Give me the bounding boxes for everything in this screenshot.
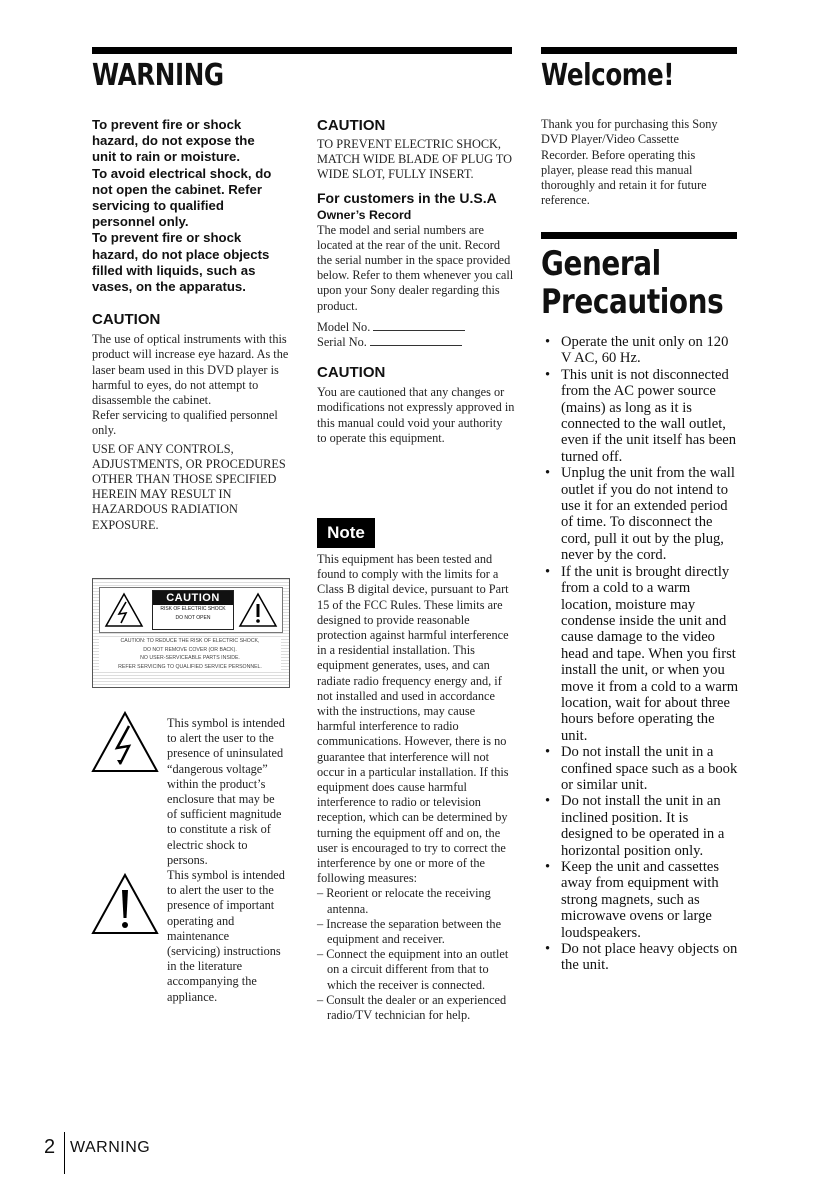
middle-caution-heading: CAUTION bbox=[317, 117, 386, 134]
label-text-block bbox=[99, 637, 281, 671]
measure-item: – Consult the dealer or an experienced radio/TV technician for help. bbox=[317, 992, 507, 1023]
label-text-line: REFER SERVICING TO QUALIFIED SERVICE PERSONNEL. bbox=[118, 663, 262, 670]
warning-block bbox=[92, 117, 292, 295]
precaution-item: • Unplug the unit from the wall outlet if you do not intend to use it for an extended period of time. To disconnect the cord, pull it out by the plug, never by the cord. bbox=[541, 465, 739, 563]
top-rule-right bbox=[541, 47, 737, 54]
precaution-item: • Operate the unit only on 120 V AC, 60 Hz. bbox=[541, 334, 739, 367]
label-caution-sub: RISK OF ELECTRIC SHOCK bbox=[160, 606, 226, 612]
middle-caution2-heading: CAUTION bbox=[317, 364, 386, 382]
precaution-item: • This unit is not disconnected from the AC power source (mains) as long as it is connected to the wall outlet, even if the unit itself has been turned off. bbox=[541, 367, 739, 465]
label-caution-sub: DO NOT OPEN bbox=[175, 615, 211, 621]
label-text-line: CAUTION: TO REDUCE THE RISK OF ELECTRIC SHOCK, bbox=[120, 638, 260, 644]
symbol2-text: This symbol is intended to alert the user to the presence of important operating and maintenance (servicing) instructions in the literature accompanying the appliance. bbox=[167, 868, 285, 1004]
precaution-item: • If the unit is brought directly from a cold to a warm location, moisture may condense inside the unit and cause damage to the video head and tape. When you first install the unit, or when you move it from a cold to a warm location, wait for about three hours before operating the unit. bbox=[541, 564, 739, 744]
warning-line: To prevent fire or shock bbox=[92, 117, 242, 132]
model-no-blank bbox=[373, 320, 465, 331]
note-block bbox=[317, 552, 515, 1023]
general-rule bbox=[541, 232, 737, 239]
serial-no-label: Serial No. bbox=[317, 335, 367, 350]
warning-line: hazard, do not place objects bbox=[92, 246, 270, 262]
warning-line: To avoid electrical shock, do bbox=[92, 165, 272, 181]
owners-record-heading: Owner’s Record bbox=[317, 207, 412, 222]
note-badge bbox=[317, 518, 375, 548]
left-caution-para: Refer servicing to qualified personnel only. bbox=[92, 408, 278, 438]
footer-divider bbox=[64, 1132, 65, 1174]
warning-line: To prevent fire or shock bbox=[92, 230, 242, 246]
left-caution-para: USE OF ANY CONTROLS, ADJUSTMENTS, OR PROCEDURES OTHER THAN THOSE SPECIFIED HEREIN MAY RESULT IN HAZARDOUS RADIATION EXPOSURE. bbox=[92, 441, 286, 532]
footer-section-label: WARNING bbox=[70, 1139, 151, 1156]
warning-line: vases, on the apparatus. bbox=[92, 279, 246, 295]
label-text-line: NO USER-SERVICEABLE PARTS INSIDE. bbox=[140, 655, 240, 661]
serial-no-line bbox=[317, 335, 515, 350]
general-heading-line2: Precautions bbox=[541, 282, 724, 322]
measure-item: – Connect the equipment into an outlet on a circuit different from that to which the receiver is connected. bbox=[317, 947, 509, 992]
left-caution-heading: CAUTION bbox=[92, 311, 161, 329]
general-heading-line1: General bbox=[541, 244, 661, 284]
label-text-line: DO NOT REMOVE COVER (OR BACK). bbox=[143, 646, 237, 653]
warning-line: servicing to qualified bbox=[92, 198, 224, 214]
middle-caution-text: TO PREVENT ELECTRIC SHOCK, MATCH WIDE BLADE OF PLUG TO WIDE SLOT, FULLY INSERT. bbox=[317, 137, 513, 182]
note-text: This equipment has been tested and found to comply with the limits for a Class B digital device, pursuant to Part 15 of the FCC Rules. These limits are designed to provide reasonable protection against harmful interference in a residential installation. This equipment generates, uses, and can radiate radio frequency energy and, if not installed and used in accordance with the instructions, may cause harmful interference to radio communications. However, there is no guarantee that interference will not occur in a particular installation. If this equipment does cause harmful interference to radio or television reception, which can be determined by turning the equipment off and on, the user is encouraged to try to correct the interference by one or more of the following measures: bbox=[317, 552, 509, 886]
measure-item: – Increase the separation between the equipment and receiver. bbox=[317, 916, 502, 947]
label-exclamation-icon bbox=[238, 592, 278, 628]
owners-record-text: The model and serial numbers are located at the rear of the unit. Record the serial number in the space provided below. Refer to them whenever you call upon your Sony dealer regarding this product. bbox=[317, 222, 514, 313]
precaution-item: • Do not place heavy objects on the unit. bbox=[541, 941, 739, 974]
model-no-label: Model No. bbox=[317, 319, 371, 334]
caution-label bbox=[92, 578, 290, 688]
symbol1-text: This symbol is intended to alert the user to the presence of uninsulated “dangerous voltage” within the product’s enclosure that may be of sufficient magnitude to constitute a risk of electric shock to persons. bbox=[167, 716, 285, 867]
precautions-list bbox=[541, 334, 739, 974]
welcome-text: Thank you for purchasing this Sony DVD Player/Video Cassette Recorder. Before operating this player, please read this manual thoroughly and retain it for future reference. bbox=[541, 117, 718, 208]
exclamation-triangle-icon bbox=[90, 872, 160, 936]
label-caution-box bbox=[152, 590, 234, 630]
measure-item: – Reorient or relocate the receiving antenna. bbox=[317, 886, 491, 916]
warning-heading: WARNING bbox=[92, 58, 224, 93]
warning-line: filled with liquids, such as bbox=[92, 262, 256, 278]
page-number: 2 bbox=[44, 1136, 56, 1158]
warning-line: personnel only. bbox=[92, 214, 189, 230]
precaution-item: • Do not install the unit in an inclined position. It is designed to be operated in a horizontal position only. bbox=[541, 793, 739, 859]
warning-line: unit to rain or moisture. bbox=[92, 149, 240, 165]
serial-no-blank bbox=[370, 335, 462, 346]
warning-line: not open the cabinet. Refer bbox=[92, 181, 262, 197]
left-caution-para: The use of optical instruments with this product will increase eye hazard. As the laser beam used in this DVD player is harmful to eyes, do not attempt to disassemble the cabinet. bbox=[92, 332, 289, 408]
top-rule-left bbox=[92, 47, 512, 54]
label-lightning-icon bbox=[104, 592, 144, 628]
precaution-item: • Do not install the unit in a confined space such as a book or similar unit. bbox=[541, 744, 739, 793]
middle-column bbox=[317, 117, 515, 446]
left-column bbox=[92, 117, 292, 533]
usa-heading: For customers in the U.S.A bbox=[317, 189, 497, 206]
middle-caution2-text: You are cautioned that any changes or modifications not expressly approved in this manual could void your authority to operate this equipment. bbox=[317, 385, 515, 445]
label-caution-title: CAUTION bbox=[153, 591, 233, 605]
lightning-triangle-icon bbox=[90, 710, 160, 774]
precaution-item: • Keep the unit and cassettes away from equipment with strong magnets, such as microwave ovens or large loudspeakers. bbox=[541, 859, 739, 941]
note-label: Note bbox=[327, 523, 365, 542]
welcome-heading: Welcome! bbox=[541, 58, 675, 93]
label-inner-top bbox=[99, 587, 283, 633]
warning-line: hazard, do not expose the bbox=[92, 133, 255, 149]
model-no-line bbox=[317, 320, 515, 335]
